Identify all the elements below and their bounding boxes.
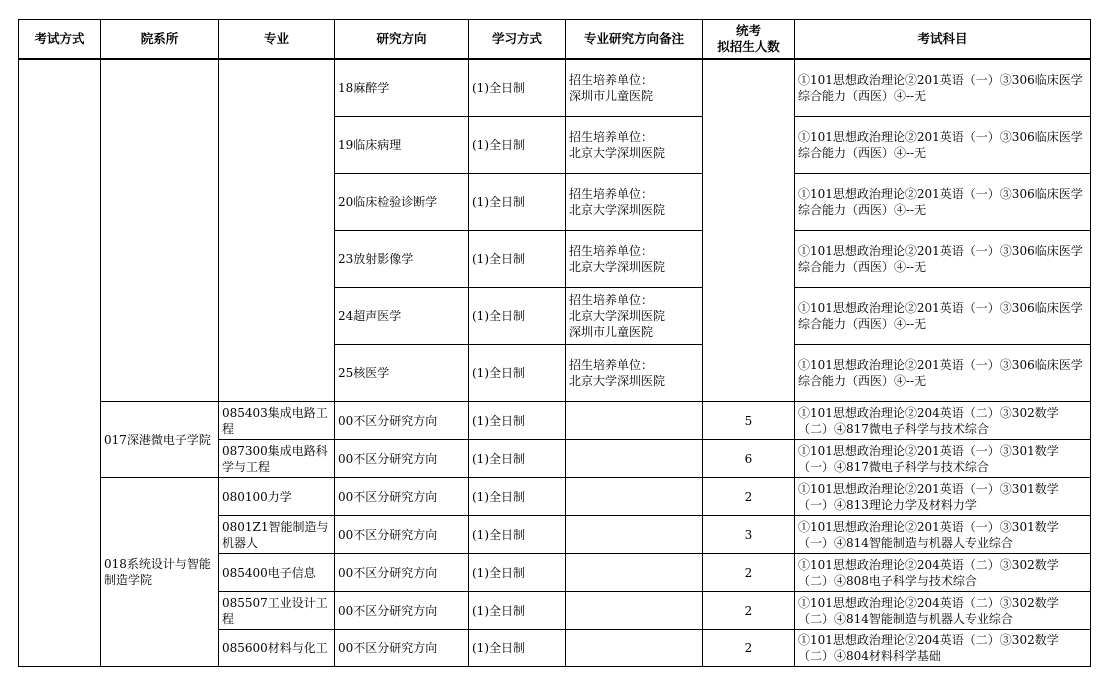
direction-cell: 00不区分研究方向 xyxy=(335,516,469,554)
note-cell xyxy=(566,231,703,288)
study-mode-cell: (1)全日制 xyxy=(469,402,566,440)
department-cell: 017深港微电子学院 xyxy=(101,402,219,478)
study-mode-cell: (1)全日制 xyxy=(469,288,566,345)
subjects-cell: ①101思想政治理论②201英语（一）③306临床医学综合能力（西医）④--无 xyxy=(795,288,1091,345)
subjects-cell: ①101思想政治理论②201英语（一）③306临床医学综合能力（西医）④--无 xyxy=(795,117,1091,174)
study-mode-cell: (1)全日制 xyxy=(469,440,566,478)
note-line: 招生培养单位： xyxy=(569,187,654,201)
note-line: 招生培养单位： xyxy=(569,358,654,372)
subjects-cell: ①101思想政治理论②204英语（二）③302数学（二）④808电子科学与技术综合 xyxy=(795,554,1091,592)
major-cell: 080100力学 xyxy=(219,478,335,516)
quota-cell: 6 xyxy=(703,440,795,478)
direction-cell: 25核医学 xyxy=(335,345,469,402)
direction-cell: 19临床病理 xyxy=(335,117,469,174)
header-row xyxy=(19,20,1091,60)
study-mode-cell: (1)全日制 xyxy=(469,554,566,592)
note-line: 深圳市儿童医院 xyxy=(569,89,654,103)
note-line: 招生培养单位： xyxy=(569,244,654,258)
quota-cell-empty xyxy=(703,59,795,402)
note-cell-empty xyxy=(566,402,703,440)
note-line: 招生培养单位： xyxy=(569,73,654,87)
subjects-cell: ①101思想政治理论②204英语（二）③302数学（二）④804材料科学基础 xyxy=(795,630,1091,667)
note-cell-empty xyxy=(566,592,703,630)
subjects-cell: ①101思想政治理论②201英语（一）③306临床医学综合能力（西医）④--无 xyxy=(795,345,1091,402)
note-cell-empty xyxy=(566,554,703,592)
quota-cell: 2 xyxy=(703,630,795,667)
quota-cell: 5 xyxy=(703,402,795,440)
direction-cell: 00不区分研究方向 xyxy=(335,630,469,667)
header-major: 专业 xyxy=(219,20,335,60)
direction-cell: 24超声医学 xyxy=(335,288,469,345)
major-cell: 087300集成电路科学与工程 xyxy=(219,440,335,478)
major-cell-empty xyxy=(219,59,335,402)
note-cell-empty xyxy=(566,440,703,478)
study-mode-cell: (1)全日制 xyxy=(469,592,566,630)
subjects-cell: ①101思想政治理论②204英语（二）③302数学（二）④817微电子科学与技术综合 xyxy=(795,402,1091,440)
admissions-table xyxy=(18,19,1091,667)
major-cell: 085403集成电路工程 xyxy=(219,402,335,440)
header-exam-mode: 考试方式 xyxy=(19,20,101,60)
major-cell: 085507工业设计工程 xyxy=(219,592,335,630)
header-subjects: 考试科目 xyxy=(795,20,1091,60)
header-study-mode: 学习方式 xyxy=(469,20,566,60)
note-line: 深圳市儿童医院 xyxy=(569,325,654,339)
direction-cell: 23放射影像学 xyxy=(335,231,469,288)
note-line: 北京大学深圳医院 xyxy=(569,374,666,388)
note-cell xyxy=(566,345,703,402)
subjects-cell: ①101思想政治理论②201英语（一）③306临床医学综合能力（西医）④--无 xyxy=(795,174,1091,231)
study-mode-cell: (1)全日制 xyxy=(469,345,566,402)
major-cell: 0801Z1智能制造与机器人 xyxy=(219,516,335,554)
department-cell: 018系统设计与智能制造学院 xyxy=(101,478,219,667)
subjects-cell: ①101思想政治理论②201英语（一）③301数学（一）④813理论力学及材料力学 xyxy=(795,478,1091,516)
table-row xyxy=(19,478,1091,516)
header-direction: 研究方向 xyxy=(335,20,469,60)
department-cell-empty xyxy=(101,59,219,402)
quota-cell: 3 xyxy=(703,516,795,554)
header-department: 院系所 xyxy=(101,20,219,60)
note-cell xyxy=(566,117,703,174)
study-mode-cell: (1)全日制 xyxy=(469,59,566,117)
study-mode-cell: (1)全日制 xyxy=(469,478,566,516)
subjects-cell: ①101思想政治理论②201英语（一）③301数学（一）④814智能制造与机器人专业综合 xyxy=(795,516,1091,554)
note-cell xyxy=(566,288,703,345)
note-line: 招生培养单位： xyxy=(569,293,654,307)
note-cell-empty xyxy=(566,630,703,667)
major-cell: 085600材料与化工 xyxy=(219,630,335,667)
note-cell-empty xyxy=(566,478,703,516)
header-quota-line1: 统考 xyxy=(735,23,761,38)
subjects-cell: ①101思想政治理论②201英语（一）③306临床医学综合能力（西医）④--无 xyxy=(795,231,1091,288)
direction-cell: 00不区分研究方向 xyxy=(335,554,469,592)
header-note: 专业研究方向备注 xyxy=(566,20,703,60)
note-line: 北京大学深圳医院 xyxy=(569,203,666,217)
note-line: 北京大学深圳医院 xyxy=(569,260,666,274)
direction-cell: 00不区分研究方向 xyxy=(335,478,469,516)
direction-cell: 20临床检验诊断学 xyxy=(335,174,469,231)
study-mode-cell: (1)全日制 xyxy=(469,117,566,174)
direction-cell: 00不区分研究方向 xyxy=(335,592,469,630)
note-cell-empty xyxy=(566,516,703,554)
subjects-cell: ①101思想政治理论②204英语（二）③302数学（二）④814智能制造与机器人专业综合 xyxy=(795,592,1091,630)
quota-cell: 2 xyxy=(703,592,795,630)
note-line: 北京大学深圳医院 xyxy=(569,309,666,323)
subjects-cell: ①101思想政治理论②201英语（一）③306临床医学综合能力（西医）④--无 xyxy=(795,59,1091,117)
quota-cell: 2 xyxy=(703,554,795,592)
table-row xyxy=(19,402,1091,440)
quota-cell: 2 xyxy=(703,478,795,516)
study-mode-cell: (1)全日制 xyxy=(469,174,566,231)
note-line: 招生培养单位： xyxy=(569,130,654,144)
note-line: 北京大学深圳医院 xyxy=(569,146,666,160)
header-quota-line2: 拟招生人数 xyxy=(717,39,780,54)
note-cell xyxy=(566,59,703,117)
study-mode-cell: (1)全日制 xyxy=(469,231,566,288)
subjects-cell: ①101思想政治理论②201英语（一）③301数学（一）④817微电子科学与技术综合 xyxy=(795,440,1091,478)
direction-cell: 00不区分研究方向 xyxy=(335,440,469,478)
direction-cell: 00不区分研究方向 xyxy=(335,402,469,440)
note-cell xyxy=(566,174,703,231)
table-row xyxy=(19,59,1091,117)
study-mode-cell: (1)全日制 xyxy=(469,630,566,667)
header-quota xyxy=(703,20,795,60)
exam-mode-cell xyxy=(19,59,101,667)
major-cell: 085400电子信息 xyxy=(219,554,335,592)
direction-cell: 18麻醉学 xyxy=(335,59,469,117)
study-mode-cell: (1)全日制 xyxy=(469,516,566,554)
